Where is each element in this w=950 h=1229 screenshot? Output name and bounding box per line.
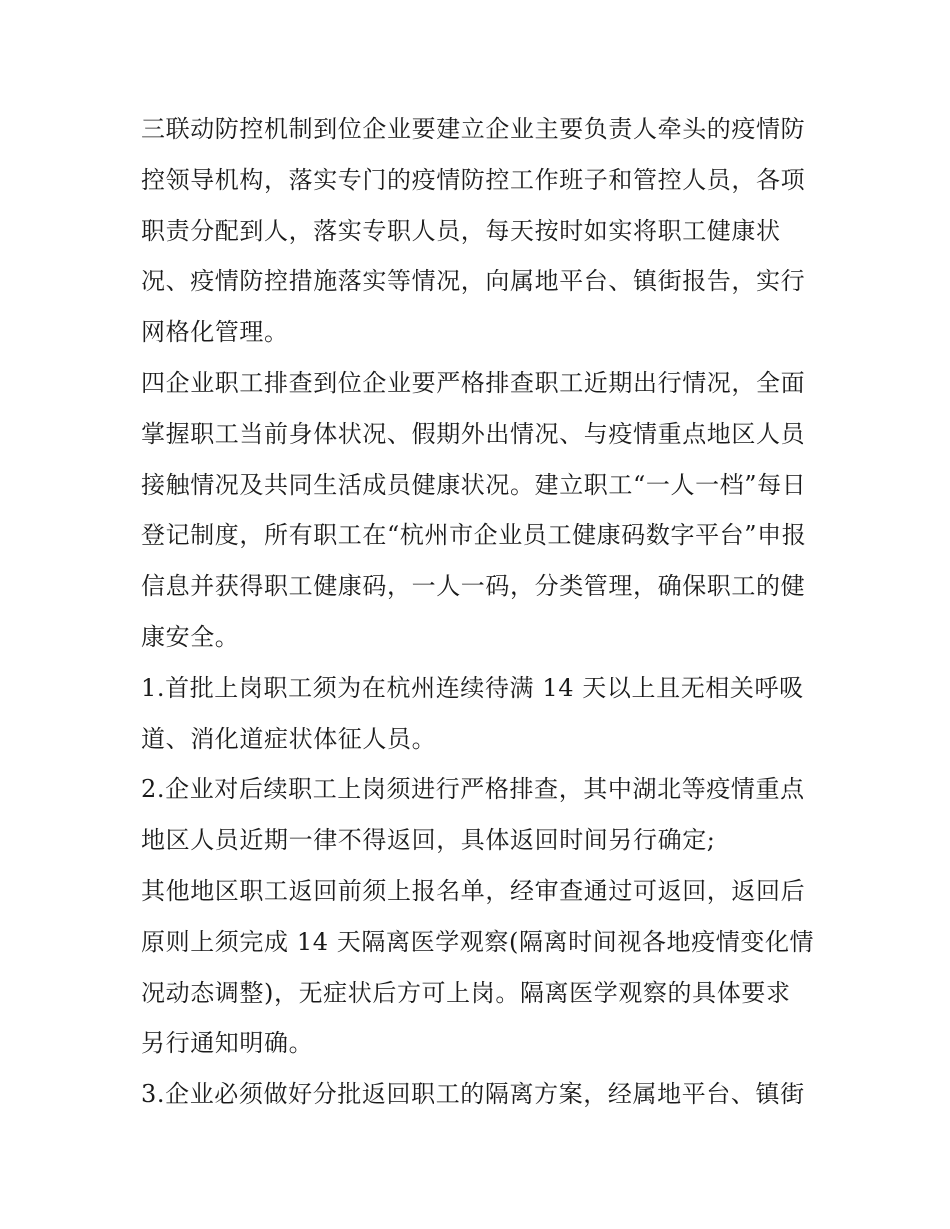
text-line: 登记制度，所有职工在“杭州市企业员工健康码数字平台”申报 — [141, 521, 807, 550]
text-line: 2.企业对后续职工上岗须进行严格排查，其中湖北等疫情重点 — [141, 775, 805, 804]
text-line: 职责分配到人，落实专职人员，每天按时如实将职工健康状 — [141, 216, 781, 245]
text-line: 三联动防控机制到位企业要建立企业主要负责人牵头的疫情防 — [141, 115, 806, 143]
text-line: 其他地区职工返回前须上报名单，经审查通过可返回，返回后 — [141, 876, 806, 905]
text-line: 况、疫情防控措施落实等情况，向属地平台、镇街报告，实行 — [141, 267, 806, 296]
text-line: 信息并获得职工健康码，一人一码，分类管理，确保职工的健 — [141, 572, 806, 601]
text-line: 道、消化道症状体征人员。 — [141, 724, 437, 753]
text-line: 接触情况及共同生活成员健康状况。建立职工“一人一档”每日 — [141, 470, 807, 499]
paragraph-employee-screening — [141, 358, 821, 663]
text-line: 1.首批上岗职工须为在杭州连续待满 14 天以上且无相关呼吸 — [141, 673, 804, 702]
paragraph-item-1 — [141, 663, 821, 765]
text-line: 地区人员近期一律不得返回，具体返回时间另行确定; — [141, 826, 716, 855]
text-line: 原则上须完成 14 天隔离医学观察(隔离时间视各地疫情变化情 — [141, 927, 815, 956]
text-line: 况动态调整)，无症状后方可上岗。隔离医学观察的具体要求 — [141, 978, 791, 1007]
text-line: 掌握职工当前身体状况、假期外出情况、与疫情重点地区人员 — [141, 419, 806, 448]
text-line: 3.企业必须做好分批返回职工的隔离方案，经属地平台、镇街 — [141, 1080, 805, 1109]
text-line: 网格化管理。 — [141, 318, 289, 347]
paragraph-item-2 — [141, 764, 821, 866]
paragraph-item-3 — [141, 1069, 821, 1120]
text-line: 另行通知明确。 — [141, 1029, 314, 1058]
text-line: 控领导机构，落实专门的疫情防控工作班子和管控人员，各项 — [141, 165, 806, 194]
paragraph-joint-control — [141, 104, 821, 358]
document-body — [141, 104, 821, 1120]
text-line: 康安全。 — [141, 622, 240, 651]
text-line: 四企业职工排查到位企业要严格排查职工近期出行情况，全面 — [141, 368, 806, 397]
paragraph-other-regions — [141, 866, 821, 1069]
